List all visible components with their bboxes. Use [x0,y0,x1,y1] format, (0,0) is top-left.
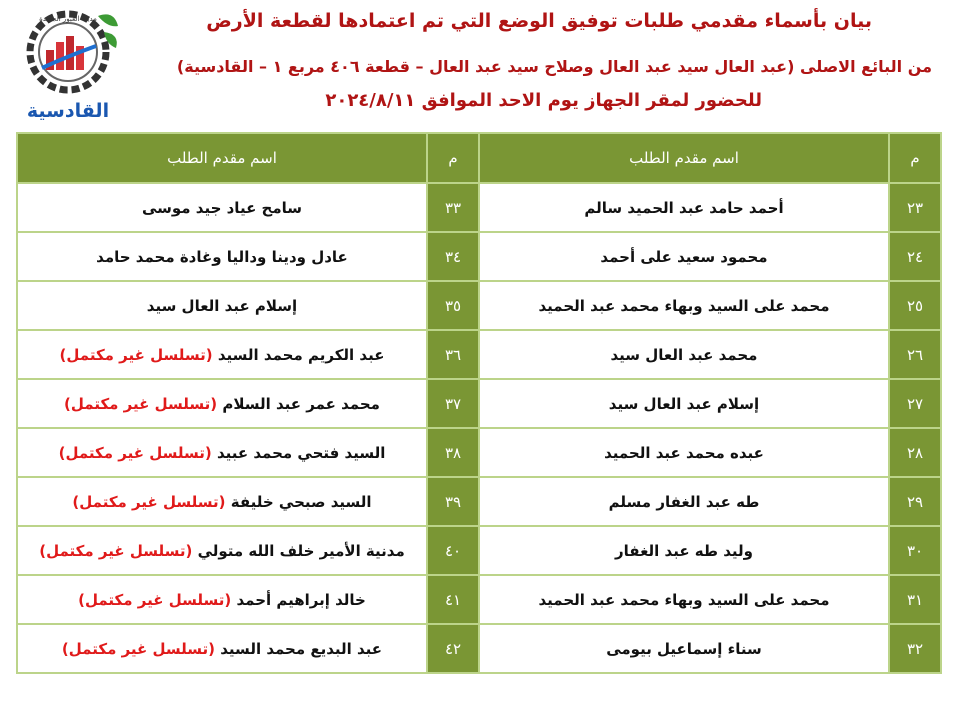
table-row [17,575,941,624]
row-number: ٢٤ [889,232,941,281]
applicant-name: خالد إبراهيم أحمد [236,590,366,609]
row-number: ٣١ [889,575,941,624]
applicant-name: عبده محمد عبد الحميد [479,428,889,477]
column-header-num: م [889,133,941,183]
table-row [17,428,941,477]
applicant-name-cell [17,477,427,526]
row-number: ٤١ [427,575,479,624]
applicant-name: مدنية الأمير خلف الله متولي [197,541,405,560]
row-number: ٣٠ [889,526,941,575]
column-header-name: اسم مقدم الطلب [17,133,427,183]
row-number: ٢٥ [889,281,941,330]
row-number: ٢٣ [889,183,941,232]
row-number: ٣٨ [427,428,479,477]
table-header-row [17,133,941,183]
applicant-name: إسلام عبد العال سيد [146,296,298,315]
table-row [17,477,941,526]
row-number: ٣٣ [427,183,479,232]
incomplete-sequence-note: (تسلسل غير مكتمل) [78,590,232,609]
table-body [17,183,941,673]
table-row [17,379,941,428]
row-number: ٤٢ [427,624,479,673]
agency-logo [12,6,124,122]
row-number: ٢٦ [889,330,941,379]
seller-details: عبد العال سيد عبد العال وصلاح سيد عبد العال – قطعة ٤٠٦ مربع ١ – القادسية [184,57,788,76]
row-number: ٣٦ [427,330,479,379]
table-row [17,183,941,232]
applicants-table [16,132,942,674]
applicant-name-cell [17,575,427,624]
incomplete-sequence-note: (تسلسل غير مكتمل) [39,541,193,560]
page-title: بيان بأسماء مقدمي طلبات توفيق الوضع التي تم اعتمادها لقطعة الأرض [206,10,872,32]
row-number: ٢٨ [889,428,941,477]
applicant-name: عبد البديع محمد السيد [220,639,383,658]
incomplete-sequence-note: (تسلسل غير مكتمل) [72,492,226,511]
applicant-name: محمد عمر عبد السلام [222,394,380,413]
applicant-name: طه عبد الغفار مسلم [479,477,889,526]
seller-prefix: من البائع الاصلى [800,57,932,76]
applicant-name: أحمد حامد عبد الحميد سالم [479,183,889,232]
row-number: ٣٤ [427,232,479,281]
applicant-name: محمد على السيد وبهاء محمد عبد الحميد [479,281,889,330]
applicant-name-cell [17,379,427,428]
applicant-name: إسلام عبد العال سيد [479,379,889,428]
incomplete-sequence-note: (تسلسل غير مكتمل) [61,639,216,658]
row-number: ٣٩ [427,477,479,526]
applicant-name: السيد فتحي محمد عبيد [216,443,386,462]
document-header [150,0,932,120]
applicant-name: سامح عياد جيد موسى [141,198,303,217]
table-row [17,232,941,281]
table-row [17,281,941,330]
applicant-name-cell [17,428,427,477]
applicant-name: محمد عبد العال سيد [479,330,889,379]
incomplete-sequence-note: (تسلسل غير مكتمل) [64,394,218,413]
applicant-name: وليد طه عبد الغفار [479,526,889,575]
applicant-name-cell [17,624,427,673]
table-row [17,526,941,575]
row-number: ٣٢ [889,624,941,673]
row-number: ٢٩ [889,477,941,526]
incomplete-sequence-note: (تسلسل غير مكتمل) [59,345,213,364]
applicant-name: عبد الكريم محمد السيد [217,345,385,364]
attendance-date: للحضور لمقر الجهاز يوم الاحد الموافق ٢٠٢٤/٨/١١ [325,90,762,111]
applicant-name: السيد صبحي خليفة [230,492,372,511]
city-emblem-icon [12,6,124,98]
seller-line: من البائع الاصلى (عبد العال سيد عبد العال وصلاح سيد عبد العال – قطعة ٤٠٦ مربع ١ – القادسية) [176,57,932,76]
applicant-name: محمد على السيد وبهاء محمد عبد الحميد [479,575,889,624]
applicant-name-cell [17,330,427,379]
applicant-name: سناء إسماعيل بيومى [479,624,889,673]
applicant-name-cell [17,183,427,232]
applicant-name: عادل ودينا وداليا وغادة محمد حامد [96,247,348,266]
column-header-num: م [427,133,479,183]
applicant-name-cell [17,526,427,575]
applicant-name-cell [17,232,427,281]
applicant-name-cell [17,281,427,330]
table-row [17,624,941,673]
table-row [17,330,941,379]
incomplete-sequence-note: (تسلسل غير مكتمل) [58,443,212,462]
row-number: ٢٧ [889,379,941,428]
logo-small-text: مدينة العبور الجديدة [39,15,97,23]
row-number: ٣٧ [427,379,479,428]
logo-caption: القادسية [26,100,110,122]
row-number: ٣٥ [427,281,479,330]
row-number: ٤٠ [427,526,479,575]
column-header-name: اسم مقدم الطلب [479,133,889,183]
applicant-name: محمود سعيد على أحمد [479,232,889,281]
